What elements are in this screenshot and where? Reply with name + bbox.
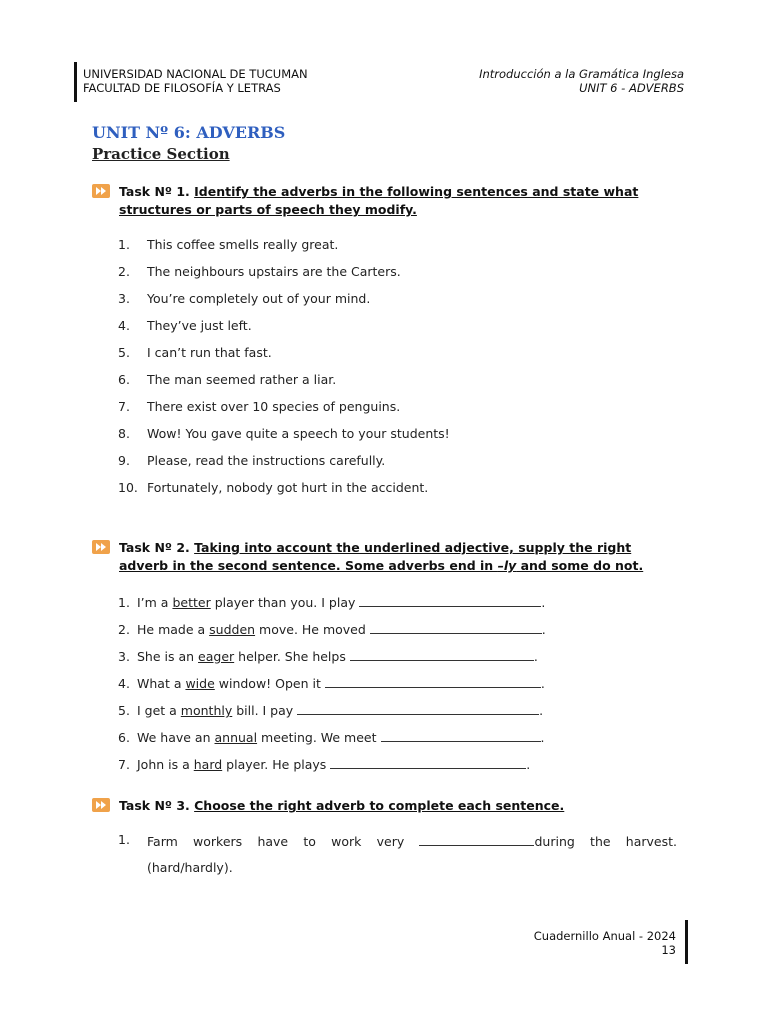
header-rule xyxy=(74,62,77,102)
answer-blank[interactable] xyxy=(381,728,541,742)
list-item: 7. John is a hard player. He plays . xyxy=(118,757,531,772)
task-2-instruction: Taking into account the underlined adjective, supply the right adverb in the second sentence. Some adverbs end in –ly and some do not. xyxy=(119,540,644,573)
page-title: UNIT Nº 6: ADVERBS xyxy=(92,123,286,142)
institution-block xyxy=(83,67,308,95)
task-2-label: Task Nº 2. xyxy=(119,540,190,555)
page-number: 13 xyxy=(661,943,676,957)
list-item: 5. I get a monthly bill. I pay . xyxy=(118,703,544,718)
task-2-heading xyxy=(92,539,680,575)
task-3-heading xyxy=(92,797,680,815)
answer-blank[interactable] xyxy=(297,701,539,715)
list-item: 3. She is an eager helper. She helps . xyxy=(118,649,538,664)
course-block xyxy=(479,67,684,95)
faculty-name: FACULTAD DE FILOSOFÍA Y LETRAS xyxy=(83,81,281,95)
task-2-list xyxy=(118,593,546,782)
list-item: 4. What a wide window! Open it . xyxy=(118,676,545,691)
page-subtitle: Practice Section xyxy=(92,145,230,163)
page-header xyxy=(74,62,684,102)
answer-blank[interactable] xyxy=(325,674,541,688)
answer-blank[interactable] xyxy=(370,620,542,634)
task-1-heading xyxy=(92,183,680,219)
page-footer xyxy=(534,920,676,964)
list-item: 2. He made a sudden move. He moved . xyxy=(118,622,546,637)
task-3-instruction: Choose the right adverb to complete each sentence. xyxy=(194,798,565,813)
task-3-label: Task Nº 3. xyxy=(119,798,190,813)
list-item: 6. We have an annual meeting. We meet . xyxy=(118,730,545,745)
answer-blank[interactable] xyxy=(350,647,534,661)
answer-blank[interactable] xyxy=(359,593,541,607)
university-name: UNIVERSIDAD NACIONAL DE TUCUMAN xyxy=(83,67,308,81)
footer-rule xyxy=(685,920,688,964)
booklet-label: Cuadernillo Anual - 2024 xyxy=(533,929,676,943)
answer-blank[interactable] xyxy=(330,755,526,769)
course-name: Introducción a la Gramática Inglesa xyxy=(479,67,684,81)
fast-forward-icon xyxy=(92,798,110,812)
fast-forward-icon xyxy=(92,540,110,554)
task-3-options: (hard/hardly). xyxy=(147,860,233,875)
answer-blank[interactable] xyxy=(419,832,534,846)
task-1-label: Task Nº 1. xyxy=(119,184,190,199)
list-item: 1. I’m a better player than you. I play . xyxy=(118,595,546,610)
task-1-instruction: Identify the adverbs in the following sentences and state what structures or parts of speech they modify. xyxy=(119,184,639,217)
unit-label: UNIT 6 - ADVERBS xyxy=(579,81,684,95)
fast-forward-icon xyxy=(92,184,110,198)
